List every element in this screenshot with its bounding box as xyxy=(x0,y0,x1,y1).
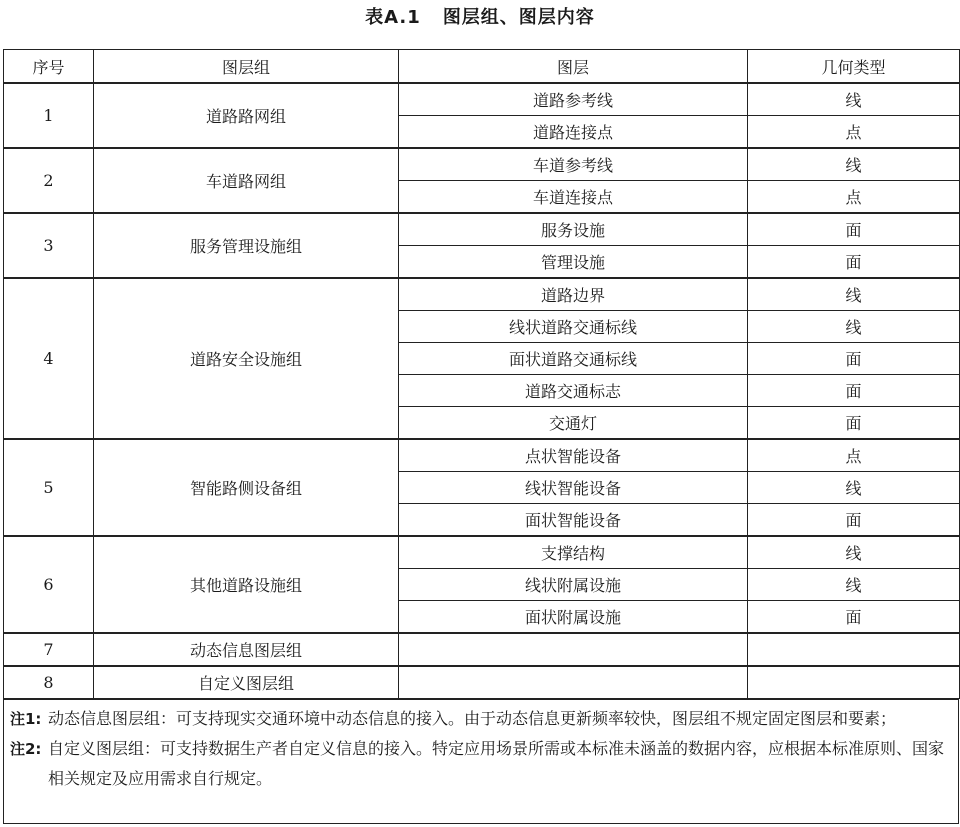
table-title xyxy=(0,6,960,30)
cell-geometry: 面 xyxy=(748,246,960,279)
cell-seq: 8 xyxy=(4,666,94,699)
cell-layer: 道路交通标志 xyxy=(399,375,748,407)
notes-box xyxy=(3,698,959,824)
note-1 xyxy=(10,704,950,734)
cell-layer: 道路连接点 xyxy=(399,116,748,149)
header-geometry: 几何类型 xyxy=(748,50,960,84)
table-row xyxy=(4,633,960,666)
cell-group: 道路路网组 xyxy=(94,83,399,148)
cell-geometry: 点 xyxy=(748,181,960,214)
cell-layer: 道路边界 xyxy=(399,278,748,311)
cell-geometry: 线 xyxy=(748,148,960,181)
cell-geometry xyxy=(748,666,960,699)
cell-geometry: 线 xyxy=(748,311,960,343)
note-text: 自定义图层组：可支持数据生产者自定义信息的接入。特定应用场景所需或本标准未涵盖的数据内容，应根据本标准原则、国家相关规定及应用需求自行规定。 xyxy=(48,739,945,788)
cell-layer: 管理设施 xyxy=(399,246,748,279)
cell-layer: 车道参考线 xyxy=(399,148,748,181)
cell-geometry: 线 xyxy=(748,83,960,116)
cell-layer: 点状智能设备 xyxy=(399,439,748,472)
cell-layer: 支撑结构 xyxy=(399,536,748,569)
cell-layer: 线状道路交通标线 xyxy=(399,311,748,343)
header-row xyxy=(4,50,960,84)
cell-geometry: 面 xyxy=(748,504,960,537)
cell-seq: 4 xyxy=(4,278,94,439)
cell-group: 其他道路设施组 xyxy=(94,536,399,633)
cell-group: 道路安全设施组 xyxy=(94,278,399,439)
cell-layer xyxy=(399,666,748,699)
cell-seq: 3 xyxy=(4,213,94,278)
cell-geometry xyxy=(748,633,960,666)
cell-layer xyxy=(399,633,748,666)
cell-group: 自定义图层组 xyxy=(94,666,399,699)
cell-geometry: 面 xyxy=(748,407,960,440)
header-layer: 图层 xyxy=(399,50,748,84)
cell-layer: 交通灯 xyxy=(399,407,748,440)
header-seq: 序号 xyxy=(4,50,94,84)
table-row xyxy=(4,536,960,569)
table-row xyxy=(4,148,960,181)
table-row xyxy=(4,666,960,699)
cell-layer: 面状附属设施 xyxy=(399,601,748,634)
cell-geometry: 线 xyxy=(748,278,960,311)
cell-layer: 线状附属设施 xyxy=(399,569,748,601)
cell-layer: 面状智能设备 xyxy=(399,504,748,537)
cell-layer: 线状智能设备 xyxy=(399,472,748,504)
cell-seq: 1 xyxy=(4,83,94,148)
cell-seq: 5 xyxy=(4,439,94,536)
header-group: 图层组 xyxy=(94,50,399,84)
cell-layer: 车道连接点 xyxy=(399,181,748,214)
cell-group: 车道路网组 xyxy=(94,148,399,213)
cell-geometry: 线 xyxy=(748,472,960,504)
cell-layer: 面状道路交通标线 xyxy=(399,343,748,375)
cell-seq: 7 xyxy=(4,633,94,666)
cell-geometry: 面 xyxy=(748,375,960,407)
cell-group: 智能路侧设备组 xyxy=(94,439,399,536)
note-label: 注2: xyxy=(10,740,42,758)
layer-table xyxy=(3,49,960,699)
cell-geometry: 面 xyxy=(748,601,960,634)
cell-geometry: 线 xyxy=(748,536,960,569)
note-text: 动态信息图层组：可支持现实交通环境中动态信息的接入。由于动态信息更新频率较快，图层组不规定固定图层和要素； xyxy=(48,709,897,728)
table-number: 表A.1 xyxy=(365,7,421,28)
cell-group: 动态信息图层组 xyxy=(94,633,399,666)
table-row xyxy=(4,213,960,246)
cell-geometry: 点 xyxy=(748,439,960,472)
table-caption: 图层组、图层内容 xyxy=(442,7,595,28)
cell-layer: 道路参考线 xyxy=(399,83,748,116)
cell-seq: 2 xyxy=(4,148,94,213)
cell-geometry: 点 xyxy=(748,116,960,149)
note-label: 注1: xyxy=(10,710,42,728)
cell-group: 服务管理设施组 xyxy=(94,213,399,278)
cell-geometry: 面 xyxy=(748,213,960,246)
table-body xyxy=(4,83,960,699)
cell-seq: 6 xyxy=(4,536,94,633)
cell-geometry: 线 xyxy=(748,569,960,601)
cell-geometry: 面 xyxy=(748,343,960,375)
table-row xyxy=(4,439,960,472)
cell-layer: 服务设施 xyxy=(399,213,748,246)
table-row xyxy=(4,278,960,311)
table-row xyxy=(4,83,960,116)
note-2 xyxy=(10,734,950,794)
